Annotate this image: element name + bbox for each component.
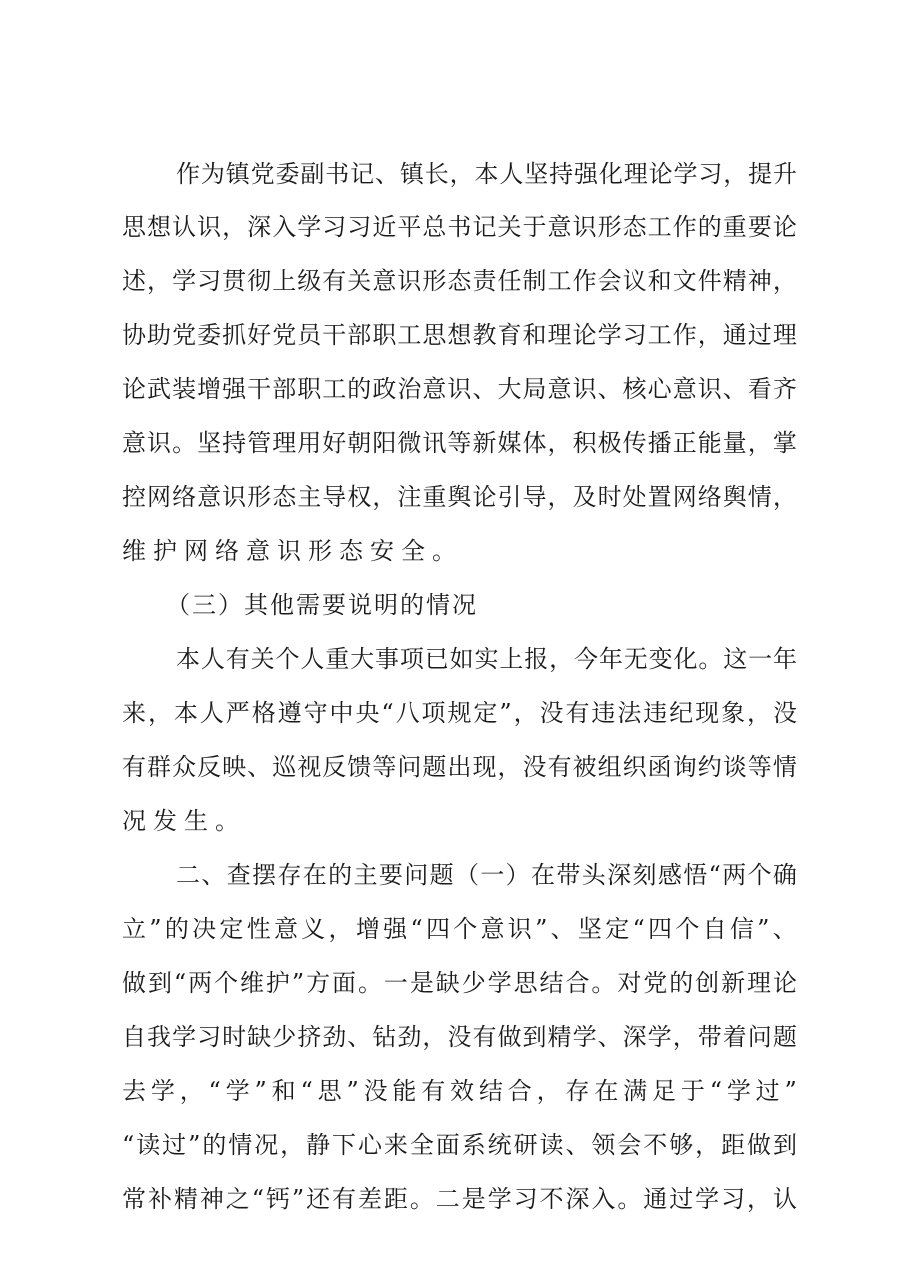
paragraph-3-line-2: 立 ” 的 决 定 性 意 义 ， 增 强 “ 四 个 意 识 ” 、 坚 定 “ 四 个 自 信 ” 、 bbox=[122, 915, 797, 943]
paragraph-1-line-7: 控 网 络 意 识 形 态 主 导 权 ， 注 重 舆 论 引 导 ， 及 时 处 置 网 络 舆 情 ， bbox=[122, 483, 797, 511]
paragraph-3-line-1: 二 、 查 摆 存 在 的 主 要 问 题 （ 一 ） 在 带 头 深 刻 感 悟 “ 两 个 确 bbox=[176, 861, 797, 889]
paragraph-1-line-3: 述 ， 学 习 贯 彻 上 级 有 关 意 识 形 态 责 任 制 工 作 会 议 和 文 件 精 神 ， bbox=[122, 267, 797, 295]
paragraph-3-line-6: “ 读 过 ” 的 情 况 ， 静 下 心 来 全 面 系 统 研 读 、 领 会 不 够 ， 距 做 到 bbox=[122, 1131, 797, 1159]
paragraph-2-line-3: 有 群 众 反 映 、 巡 视 反 馈 等 问 题 出 现 ， 没 有 被 组 织 函 询 约 谈 等 情 bbox=[122, 753, 797, 781]
paragraph-1-line-5: 论 武 装 增 强 干 部 职 工 的 政 治 意 识 、 大 局 意 识 、 核 心 意 识 、 看 齐 bbox=[122, 375, 797, 403]
paragraph-1-line-4: 协 助 党 委 抓 好 党 员 干 部 职 工 思 想 教 育 和 理 论 学 习 工 作 ， 通 过 理 bbox=[122, 321, 797, 349]
paragraph-1-line-6: 意 识 。 坚 持 管 理 用 好 朝 阳 微 讯 等 新 媒 体 ， 积 极 传 播 正 能 量 ， 掌 bbox=[122, 429, 797, 457]
paragraph-2-line-2: 来 ， 本 人 严 格 遵 守 中 央 “ 八 项 规 定 ” ， 没 有 违 法 违 纪 现 象 ， 没 bbox=[122, 699, 797, 727]
paragraph-1-line-2: 思 想 认 识 ， 深 入 学 习 习 近 平 总 书 记 关 于 意 识 形 态 工 作 的 重 要 论 bbox=[122, 213, 797, 241]
paragraph-2-line-1: 本 人 有 关 个 人 重 大 事 项 已 如 实 上 报 ， 今 年 无 变 化 。 这 一 年 bbox=[176, 645, 797, 673]
paragraph-3-line-7: 常 补 精 神 之 “ 钙 ” 还 有 差 距 。 二 是 学 习 不 深 入 。 通 过 学 习 ， 认 bbox=[122, 1185, 797, 1213]
paragraph-3-line-4: 自 我 学 习 时 缺 少 挤 劲 、 钻 劲 ， 没 有 做 到 精 学 、 深 学 ， 带 着 问 题 bbox=[122, 1023, 797, 1051]
section-heading-3: （三）其他需要说明的情况 bbox=[166, 591, 478, 619]
paragraph-1-line-1: 作 为 镇 党 委 副 书 记 、 镇 长 ， 本 人 坚 持 强 化 理 论 学 习 ， 提 升 bbox=[176, 160, 797, 188]
paragraph-3-line-5: 去 学 ， “ 学 ” 和 “ 思 ” 没 能 有 效 结 合 ， 存 在 满 足 于 “ 学 过 ” bbox=[122, 1077, 797, 1105]
paragraph-3-line-3: 做 到 “ 两 个 维 护 ” 方 面 。 一 是 缺 少 学 思 结 合 。 对 党 的 创 新 理 论 bbox=[122, 969, 797, 997]
paragraph-2-line-4: 况发生。 bbox=[122, 807, 246, 835]
paragraph-1-line-8: 维护网络意识形态安全。 bbox=[122, 537, 463, 565]
